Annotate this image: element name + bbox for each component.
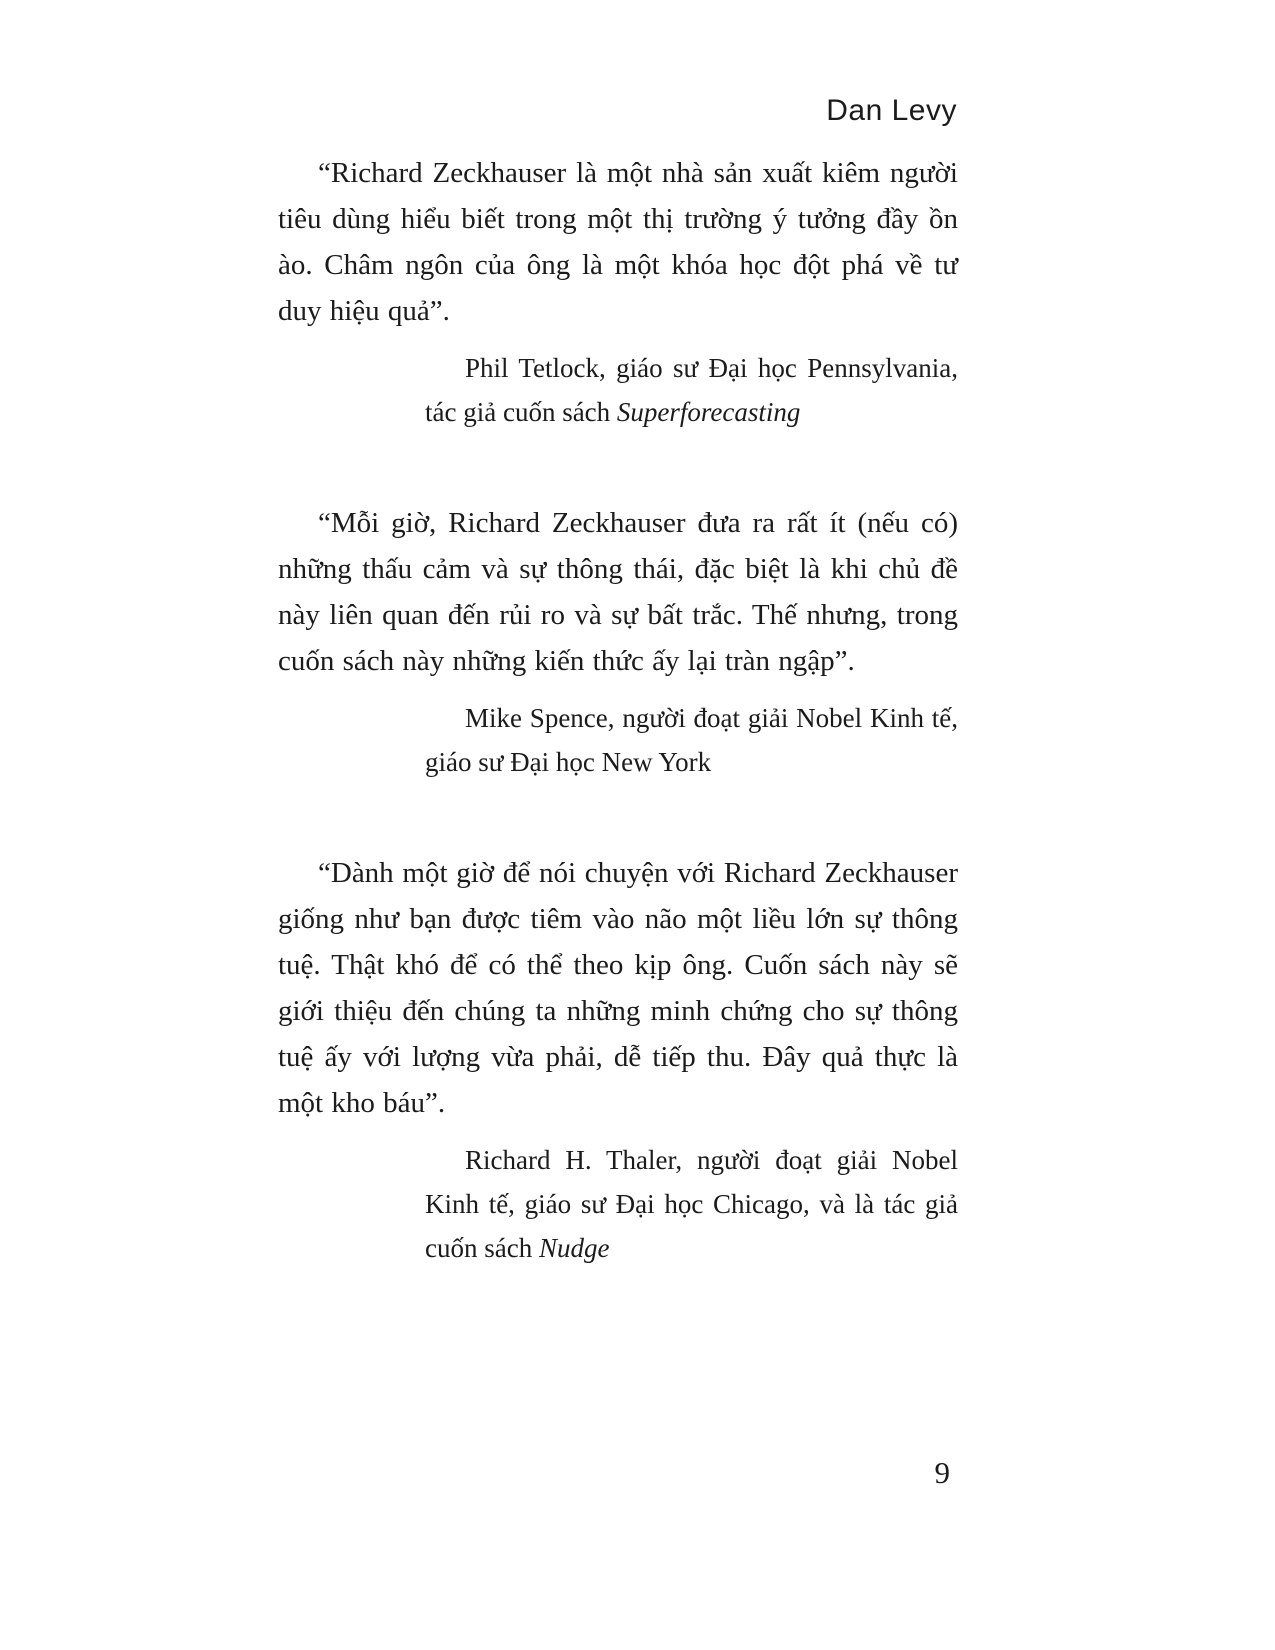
quote-text: “Mỗi giờ, Richard Zeckhauser đưa ra rất ít (nếu có) những thấu cảm và sự thông thái, đặc biệt là khi chủ đề này liên quan đến rủi ro và sự bất trắc. Thế nhưng, trong cuốn sách này những kiến thức ấy lại tràn ngập”.	[278, 507, 958, 677]
quote-block	[278, 850, 958, 1270]
attribution-text: Phil Tetlock, giáo sư Đại học Pennsylvania, tác giả cuốn sách	[425, 353, 958, 427]
quote-attribution	[425, 696, 958, 784]
page-number: 9	[934, 1455, 950, 1490]
quote-text: “Richard Zeckhauser là một nhà sản xuất kiêm người tiêu dùng hiểu biết trong một thị trường ý tưởng đầy ồn ào. Châm ngôn của ông là một khóa học đột phá về tư duy hiệu quả”.	[278, 157, 958, 327]
page-content	[278, 150, 958, 1270]
quote-block	[278, 500, 958, 784]
attribution-text: Richard H. Thaler, người đoạt giải Nobel Kinh tế, giáo sư Đại học Chicago, và là tác giả cuốn sách	[425, 1145, 958, 1263]
attribution-book-title: Nudge	[538, 1233, 610, 1263]
quote-attribution	[425, 346, 958, 434]
attribution-text: Mike Spence, người đoạt giải Nobel Kinh tế, giáo sư Đại học New York	[425, 703, 958, 777]
quote-attribution	[425, 1138, 958, 1270]
attribution-book-title: Superforecasting	[616, 397, 801, 427]
running-header-author: Dan Levy	[826, 94, 957, 127]
quote-text: “Dành một giờ để nói chuyện với Richard Zeckhauser giống như bạn được tiêm vào não một liều lớn sự thông tuệ. Thật khó để có thể theo kịp ông. Cuốn sách này sẽ giới thiệu đến chúng ta những minh chứng cho sự thông tuệ ấy với lượng vừa phải, dễ tiếp thu. Đây quả thực là một kho báu”.	[278, 857, 958, 1119]
quote-block	[278, 150, 958, 434]
